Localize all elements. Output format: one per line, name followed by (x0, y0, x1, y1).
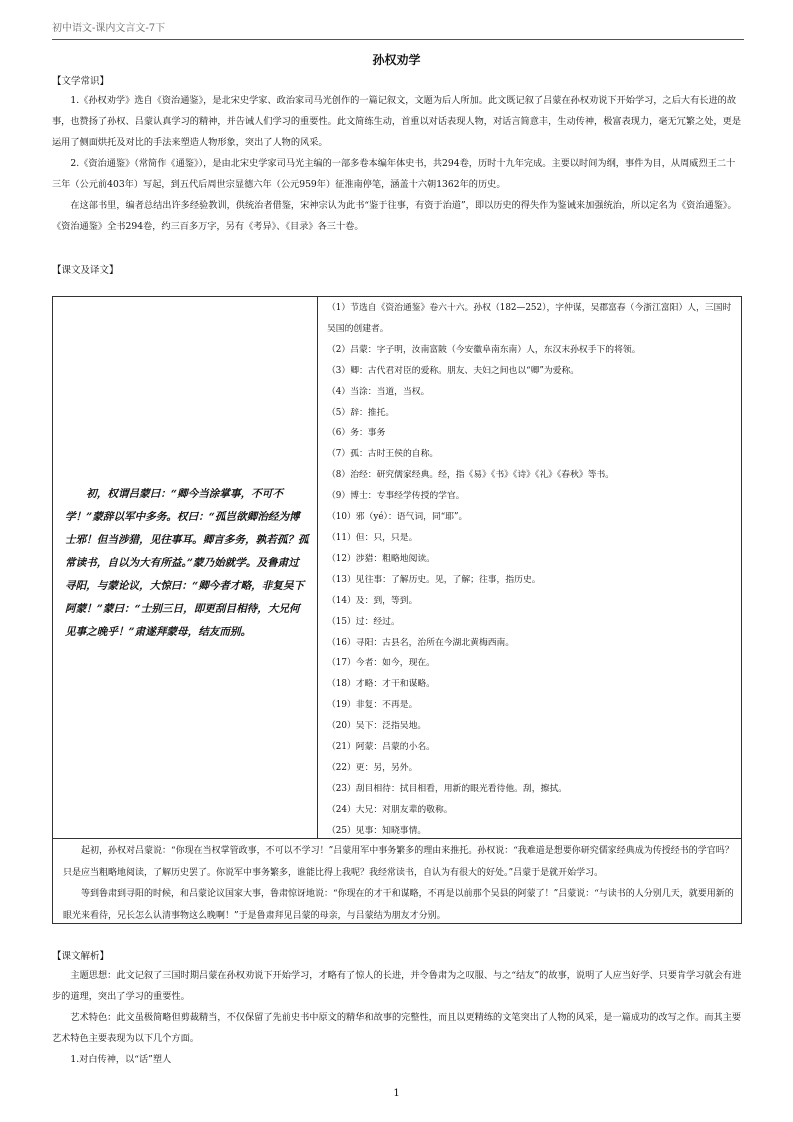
note-item: （1）节选自《资治通鉴》卷六十六。孙权（182—252），字仲谋，吴郡富春（今浙江富阳）人，三国时吴国的创建者。 (327, 303, 732, 334)
note-item: （8）治经：研究儒家经典。经，指《易》《书》《诗》《礼》《春秋》等书。 (327, 470, 615, 481)
note-item: （25）见事：知晓事情。 (327, 825, 427, 836)
analysis-section (52, 965, 744, 1070)
note-item: （21）阿蒙：吕蒙的小名。 (327, 742, 435, 753)
note-item: （17）今者：如今，现在。 (327, 658, 435, 669)
note-item: （18）才略：才干和谋略。 (327, 679, 435, 690)
analysis-paragraph: 主题思想：此文记叙了三国时期吕蒙在孙权劝说下开始学习，才略有了惊人的长进，并令鲁肃为之叹服、与之“结友”的故事，说明了人应当好学、只要肯学习就会有进步的道理，突出了学习的重要性。 (52, 970, 742, 1002)
literary-paragraph: 1.《孙权劝学》选自《资治通鉴》，是北宋史学家、政治家司马光创作的一篇记叙文，文题为后人所加。此文既记叙了吕蒙在孙权劝说下开始学习，之后大有长进的故事，也赞扬了孙权、吕蒙认真学习的精神，并告诫人们学习的重要性。此文简练生动，首重以对话表现人物，对话言简意丰，生动传神，极富表现力，毫无冗繁之处，更是运用了侧面烘托及对比的手法来塑造人物形象，突出了人物的风采。 (52, 95, 742, 148)
note-item: （20）吴下：泛指吴地。 (327, 721, 427, 732)
literary-knowledge-section (52, 90, 744, 237)
note-item: （19）非复：不再是。 (327, 700, 418, 711)
original-text: 初，权谓吕蒙曰：“卿今当涂掌事，不可不学！”蒙辞以军中多务。权曰：“孤岂欲卿治经为博士邪！但当涉猎，见往事耳。卿言多务，孰若孤？孤常读书，自以为大有所益。”蒙乃始就学。及鲁肃过寻阳，与蒙论议，大惊曰：“卿今者才略，非复吴下阿蒙！”蒙曰：“士别三日，即更刮目相待，大兄何见事之晚乎！”肃遂拜蒙母，结友而别。 (65, 488, 309, 638)
note-item: （14）及：到，等到。 (327, 595, 418, 606)
translation-paragraph: 等到鲁肃到寻阳的时候，和吕蒙论议国家大事，鲁肃惊讶地说：“你现在的才干和谋略，不再是以前那个吴县的阿蒙了！”吕蒙说：“与读书的人分别几天，就要用新的眼光来看待，兄长怎么认清事物这么晚啊！”于是鲁肃拜见吕蒙的母亲，与吕蒙结为朋友才分别。 (63, 889, 734, 921)
note-item: （3）卿：古代君对臣的爱称。朋友、夫妇之间也以“卿”为爱称。 (327, 365, 580, 376)
translation-paragraph: 起初，孙权对吕蒙说：“你现在当权掌管政事，不可以不学习！”吕蒙用军中事务繁多的理由来推托。孙权说：“我难道是想要你研究儒家经典成为传授经书的学官吗？只是应当粗略地阅读，了解历史罢了。你说军中事务繁多，谁能比得上我呢？我经常读书，自认为有很大的好处。”吕蒙于是就开始学习。 (63, 846, 734, 878)
section-label-analysis: 【课文解析】 (52, 951, 110, 962)
notes-cell (318, 297, 741, 838)
analysis-paragraph: 艺术特色：此文虽极简略但剪裁精当，不仅保留了先前史书中原文的精华和故事的完整性，而且以更精练的文笔突出了人物的风采，是一篇成功的改写之作。而其主要艺术特色主要表现为以下几个方面。 (52, 1012, 742, 1044)
section-label-literary-knowledge: 【文学常识】 (52, 76, 110, 87)
literary-paragraph: 2.《资治通鉴》（常简作《通鉴》），是由北宋史学家司马光主编的一部多卷本编年体史书，共294卷，历时十九年完成。主要以时间为纲，事件为目，从周威烈王二十三年（公元前403年）写起，到五代后周世宗显德六年（公元959年）征淮南停笔，涵盖十六朝1362年的历史。 (52, 158, 736, 190)
note-item: （24）大兄：对朋友辈的敬称。 (327, 804, 453, 815)
note-item: （6）务：事务 (327, 428, 386, 439)
document-title: 孙权劝学 (372, 53, 421, 67)
note-item: （2）吕蒙：字子明，汝南富陂（今安徽阜南东南）人，东汉末孙权手下的将领。 (327, 344, 641, 355)
note-item: （4）当涂：当道，当权。 (327, 386, 430, 397)
note-item: （11）但：只，只是。 (327, 532, 418, 543)
note-item: （12）涉猎：粗略地阅读。 (327, 553, 435, 564)
note-item: （23）刮目相待：拭目相看，用新的眼光看待他。刮，擦拭。 (327, 783, 567, 794)
translation-text (63, 841, 735, 927)
text-translation-table (52, 296, 742, 924)
translation-cell (53, 838, 741, 924)
analysis-subheading: 1.对白传神，以“话”塑人 (70, 1054, 172, 1065)
section-label-text-translation: 【课文及译文】 (52, 265, 119, 276)
note-item: （9）博士：专事经学传授的学官。 (327, 491, 465, 502)
note-item: （5）辞：推托。 (327, 407, 395, 418)
page-number: 1 (393, 1088, 400, 1099)
page-header (52, 22, 744, 40)
notes-list (327, 298, 737, 842)
literary-paragraph: 在这部书里，编者总结出许多经验教训，供统治者借鉴，宋神宗认为此书“鉴于往事，有资于治道”，即以历史的得失作为鉴诫来加强统治，所以定名为《资治通鉴》。《资治通鉴》全书294卷，约三百多万字，另有《考异》、《目录》各三十卷。 (52, 200, 737, 232)
note-item: （13）见往事：了解历史。见，了解；往事，指历史。 (327, 574, 541, 585)
note-item: （22）更：另，另外。 (327, 762, 418, 773)
note-item: （10）邪（yé）：语气词，同“耶”。 (327, 512, 468, 523)
original-text-cell (53, 297, 318, 838)
header-text: 初中语文-课内文言文-7下 (52, 23, 166, 34)
note-item: （15）过：经过。 (327, 616, 400, 627)
note-item: （16）寻阳：古县名，治所在今湖北黄梅西南。 (327, 637, 515, 648)
note-item: （7）孤：古时王侯的自称。 (327, 449, 439, 460)
